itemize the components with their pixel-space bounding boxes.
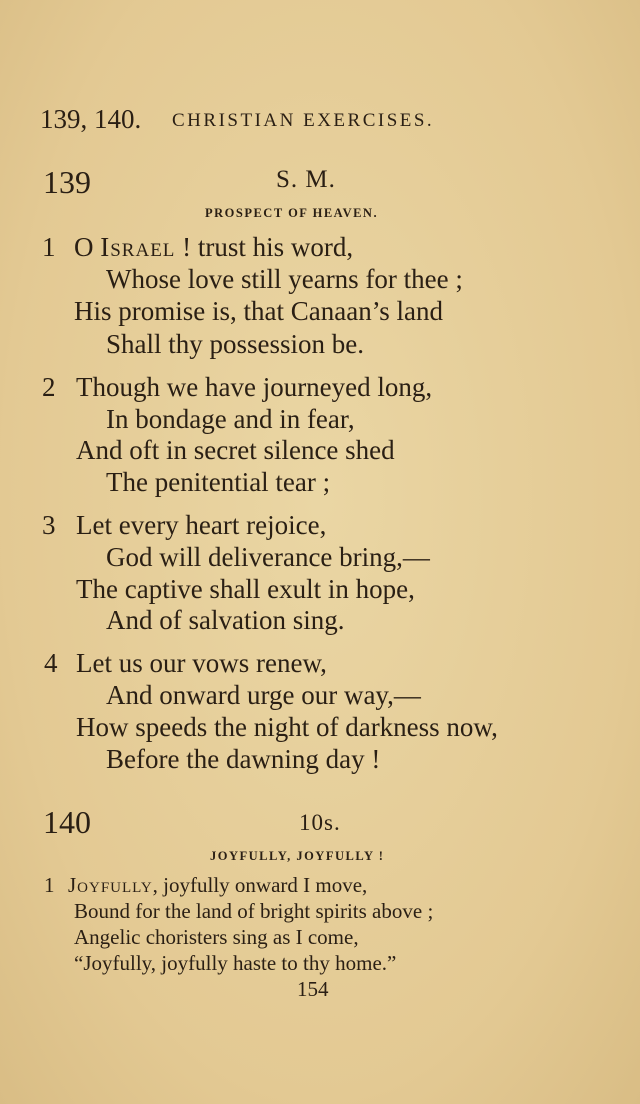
- verse-line: And oft in secret silence shed: [76, 435, 395, 465]
- verse-line: Bound for the land of bright spirits above ;: [74, 899, 434, 923]
- running-head-numbers: 139, 140.: [40, 104, 142, 134]
- verse-line: Angelic choristers sing as I come,: [74, 925, 359, 949]
- verse-line: And of salvation sing.: [106, 605, 345, 635]
- hymn-meter: 10s.: [299, 810, 341, 835]
- hymn-number: 140: [43, 804, 91, 840]
- running-head: [40, 104, 600, 138]
- verse-line: Before the dawning day !: [106, 744, 381, 774]
- page-number: 154: [297, 977, 329, 1001]
- verse-line: Let us our vows renew,: [76, 648, 327, 678]
- verse-line: In bondage and in fear,: [106, 404, 355, 434]
- verse-line: His promise is, that Canaan’s land: [74, 296, 443, 326]
- verse-line: The penitential tear ;: [106, 467, 331, 497]
- verse-line: Though we have journeyed long,: [76, 372, 433, 402]
- hymn-title: PROSPECT OF HEAVEN.: [205, 206, 379, 220]
- stanza-number: 2: [42, 372, 56, 402]
- verse-line: Shall thy possession be.: [106, 329, 365, 359]
- stanza-number: 4: [44, 648, 58, 678]
- verse-line: Joyfully, joyfully onward I move,: [68, 873, 368, 897]
- stanza-number: 1: [44, 873, 55, 897]
- verse-line: God will deliverance bring,—: [106, 542, 430, 572]
- verse-line: The captive shall exult in hope,: [76, 574, 415, 604]
- verse-line: O Israel ! trust his word,: [74, 232, 354, 262]
- verse-line: “Joyfully, joyfully haste to thy home.”: [74, 951, 397, 975]
- verse-line: Whose love still yearns for thee ;: [106, 264, 463, 294]
- verse-line: And onward urge our way,—: [106, 680, 421, 710]
- hymn-meter: S. M.: [276, 166, 336, 193]
- verse-line: How speeds the night of darkness now,: [76, 712, 498, 742]
- hymn-title: JOYFULLY, JOYFULLY !: [210, 849, 385, 863]
- running-head-title: CHRISTIAN EXERCISES.: [172, 110, 435, 131]
- hymn-number: 139: [43, 164, 91, 200]
- stanza-number: 1: [42, 232, 56, 262]
- stanza-number: 3: [42, 510, 56, 540]
- verse-line: Let every heart rejoice,: [76, 510, 327, 540]
